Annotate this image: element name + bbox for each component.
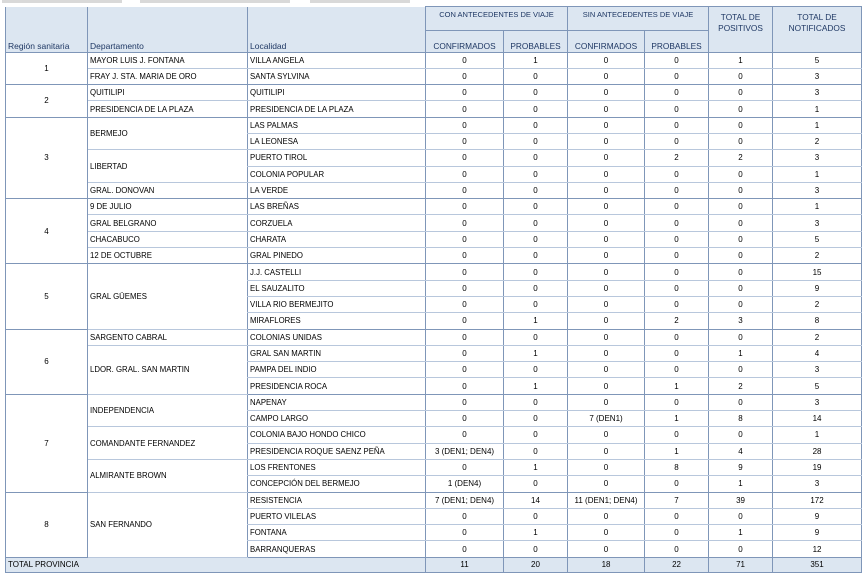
total-notified-cell: 172 [773,492,862,508]
probable-travel-cell: 14 [504,492,568,508]
confirmed-no-travel-cell: 0 [568,166,645,182]
total-positive-cell: 0 [709,215,773,231]
total-positive: 71 [709,557,773,572]
confirmed-travel-cell: 0 [426,411,504,427]
table-row [6,101,862,117]
confirmed-travel-cell: 0 [426,378,504,394]
probable-no-travel-cell: 7 [645,492,709,508]
probable-travel-cell: 1 [504,52,568,68]
confirmed-no-travel-cell: 11 (DEN1; DEN4) [568,492,645,508]
department-cell: 9 DE JULIO [88,199,248,215]
region-cell: 6 [6,329,88,394]
header-with-travel: CON ANTECEDENTES DE VIAJE [426,7,568,31]
locality-cell: MIRAFLORES [248,313,426,329]
probable-no-travel-cell: 8 [645,459,709,475]
total-positive-cell: 9 [709,459,773,475]
total-positive-cell: 0 [709,182,773,198]
locality-cell: CAMPO LARGO [248,411,426,427]
locality-cell: LA LEONESA [248,133,426,149]
probable-travel-cell: 1 [504,345,568,361]
total-positive-cell: 0 [709,166,773,182]
total-notified-cell: 3 [773,85,862,101]
total-positive-cell: 1 [709,345,773,361]
probable-no-travel-cell: 0 [645,85,709,101]
locality-cell: SANTA SYLVINA [248,68,426,84]
header-total-positive: TOTAL DE POSITIVOS [709,7,773,53]
confirmed-no-travel-cell: 0 [568,394,645,410]
confirmed-no-travel-cell: 0 [568,133,645,149]
total-notified-cell: 4 [773,345,862,361]
locality-cell: NAPENAY [248,394,426,410]
probable-no-travel-cell: 1 [645,443,709,459]
department-cell: CHACABUCO [88,231,248,247]
probable-no-travel-cell: 0 [645,182,709,198]
probable-travel-cell: 0 [504,329,568,345]
locality-cell: LAS PALMAS [248,117,426,133]
locality-cell: QUITILIPI [248,85,426,101]
locality-cell: GRAL PINEDO [248,248,426,264]
probable-no-travel-cell: 0 [645,476,709,492]
probable-no-travel-cell: 0 [645,166,709,182]
header-region: Región sanitaria [6,7,88,53]
department-cell: FRAY J. STA. MARIA DE ORO [88,68,248,84]
locality-cell: LAS BREÑAS [248,199,426,215]
total-notified-cell: 9 [773,508,862,524]
probable-travel-cell: 0 [504,508,568,524]
total-positive-cell: 2 [709,150,773,166]
table-row [6,215,862,231]
locality-cell: PAMPA DEL INDIO [248,362,426,378]
total-positive-cell: 0 [709,264,773,280]
total-positive-cell: 0 [709,296,773,312]
header-total-notified: TOTAL DE NOTIFICADOS [773,7,862,53]
confirmed-no-travel-cell: 0 [568,362,645,378]
total-positive-cell: 39 [709,492,773,508]
total-positive-cell: 4 [709,443,773,459]
total-notified-cell: 3 [773,150,862,166]
probable-no-travel-cell: 0 [645,525,709,541]
total-notified-cell: 3 [773,68,862,84]
total-notified-cell: 3 [773,182,862,198]
total-notified-cell: 14 [773,411,862,427]
locality-cell: PRESIDENCIA ROCA [248,378,426,394]
probable-no-travel-cell: 0 [645,199,709,215]
total-notified-cell: 1 [773,101,862,117]
total-positive-cell: 0 [709,280,773,296]
probable-travel-cell: 0 [504,68,568,84]
department-cell: GRAL. DONOVAN [88,182,248,198]
confirmed-travel-cell: 0 [426,117,504,133]
locality-cell: LA VERDE [248,182,426,198]
confirmed-travel-cell: 0 [426,85,504,101]
probable-travel-cell: 0 [504,231,568,247]
department-cell: SARGENTO CABRAL [88,329,248,345]
department-cell: GRAL BELGRANO [88,215,248,231]
probable-no-travel-cell: 2 [645,150,709,166]
table-row [6,492,862,508]
department-cell: GRAL GÜEMES [88,264,248,329]
total-notified-cell: 12 [773,541,862,557]
total-positive-cell: 0 [709,68,773,84]
probable-no-travel-cell: 0 [645,427,709,443]
confirmed-travel-cell: 0 [426,508,504,524]
confirmed-no-travel-cell: 0 [568,459,645,475]
locality-cell: VILLA ANGELA [248,52,426,68]
department-cell: ALMIRANTE BROWN [88,459,248,492]
total-notified-cell: 1 [773,199,862,215]
header-without-travel: SIN ANTECEDENTES DE VIAJE [568,7,709,31]
total-positive-cell: 0 [709,199,773,215]
confirmed-no-travel-cell: 0 [568,296,645,312]
confirmed-no-travel-cell: 0 [568,182,645,198]
probable-travel-cell: 1 [504,525,568,541]
total-probable-no-travel: 22 [645,557,709,572]
department-cell: LIBERTAD [88,150,248,183]
region-cell: 3 [6,117,88,198]
probable-no-travel-cell: 0 [645,68,709,84]
total-notified-cell: 2 [773,329,862,345]
probable-travel-cell: 0 [504,199,568,215]
probable-no-travel-cell: 0 [645,394,709,410]
total-positive-cell: 0 [709,541,773,557]
total-notified-cell: 19 [773,459,862,475]
locality-cell: PUERTO VILELAS [248,508,426,524]
confirmed-no-travel-cell: 0 [568,85,645,101]
confirmed-travel-cell: 0 [426,101,504,117]
probable-no-travel-cell: 0 [645,508,709,524]
total-positive-cell: 0 [709,231,773,247]
locality-cell: FONTANA [248,525,426,541]
confirmed-no-travel-cell: 0 [568,117,645,133]
probable-no-travel-cell: 2 [645,313,709,329]
total-notified: 351 [773,557,862,572]
probable-travel-cell: 0 [504,264,568,280]
table-row [6,199,862,215]
total-notified-cell: 5 [773,378,862,394]
probable-travel-cell: 0 [504,150,568,166]
confirmed-travel-cell: 1 (DEN4) [426,476,504,492]
total-notified-cell: 3 [773,362,862,378]
total-positive-cell: 2 [709,378,773,394]
confirmed-no-travel-cell: 0 [568,150,645,166]
confirmed-no-travel-cell: 0 [568,101,645,117]
total-notified-cell: 3 [773,394,862,410]
department-cell: COMANDANTE FERNANDEZ [88,427,248,460]
total-positive-cell: 1 [709,476,773,492]
probable-travel-cell: 1 [504,459,568,475]
probable-travel-cell: 0 [504,166,568,182]
department-cell: BERMEJO [88,117,248,150]
confirmed-no-travel-cell: 0 [568,231,645,247]
total-confirmed-no-travel: 18 [568,557,645,572]
probable-no-travel-cell: 0 [645,280,709,296]
total-notified-cell: 2 [773,296,862,312]
region-cell: 7 [6,394,88,492]
locality-cell: LOS FRENTONES [248,459,426,475]
total-positive-cell: 0 [709,85,773,101]
confirmed-travel-cell: 0 [426,345,504,361]
probable-travel-cell: 0 [504,541,568,557]
probable-travel-cell: 0 [504,427,568,443]
probable-no-travel-cell: 0 [645,133,709,149]
table-row [6,248,862,264]
probable-no-travel-cell: 0 [645,296,709,312]
locality-cell: RESISTENCIA [248,492,426,508]
confirmed-travel-cell: 0 [426,68,504,84]
total-positive-cell: 0 [709,427,773,443]
confirmed-travel-cell: 0 [426,362,504,378]
probable-no-travel-cell: 0 [645,52,709,68]
header-department: Departamento [88,7,248,53]
department-cell: PRESIDENCIA DE LA PLAZA [88,101,248,117]
probable-travel-cell: 0 [504,443,568,459]
confirmed-no-travel-cell: 0 [568,329,645,345]
total-positive-cell: 0 [709,133,773,149]
header-probable-no-travel: PROBABLES [645,31,709,52]
confirmed-no-travel-cell: 0 [568,476,645,492]
probable-travel-cell: 1 [504,378,568,394]
probable-no-travel-cell: 0 [645,329,709,345]
confirmed-no-travel-cell: 0 [568,264,645,280]
confirmed-travel-cell: 0 [426,313,504,329]
region-cell: 2 [6,85,88,118]
table-row [6,150,862,166]
confirmed-no-travel-cell: 0 [568,345,645,361]
confirmed-no-travel-cell: 0 [568,378,645,394]
header-probable-travel: PROBABLES [504,31,568,52]
probable-no-travel-cell: 0 [645,231,709,247]
probable-no-travel-cell: 0 [645,117,709,133]
total-positive-cell: 3 [709,313,773,329]
probable-no-travel-cell: 0 [645,101,709,117]
probable-no-travel-cell: 1 [645,378,709,394]
confirmed-no-travel-cell: 0 [568,508,645,524]
total-row [6,557,862,572]
probable-no-travel-cell: 0 [645,264,709,280]
department-cell: INDEPENDENCIA [88,394,248,427]
header-confirmed-no-travel: CONFIRMADOS [568,31,645,52]
table-row [6,52,862,68]
confirmed-no-travel-cell: 0 [568,280,645,296]
confirmed-travel-cell: 0 [426,133,504,149]
confirmed-no-travel-cell: 0 [568,215,645,231]
total-positive-cell: 0 [709,248,773,264]
confirmed-travel-cell: 0 [426,264,504,280]
region-cell: 8 [6,492,88,557]
total-notified-cell: 9 [773,525,862,541]
total-notified-cell: 2 [773,248,862,264]
table-row [6,459,862,475]
total-notified-cell: 5 [773,231,862,247]
table-row [6,117,862,133]
department-cell: LDOR. GRAL. SAN MARTIN [88,345,248,394]
probable-travel-cell: 1 [504,313,568,329]
confirmed-no-travel-cell: 0 [568,68,645,84]
locality-cell: COLONIA POPULAR [248,166,426,182]
total-confirmed-travel: 11 [426,557,504,572]
total-notified-cell: 28 [773,443,862,459]
confirmed-travel-cell: 0 [426,394,504,410]
header-locality: Localidad [248,7,426,53]
probable-no-travel-cell: 1 [645,411,709,427]
total-positive-cell: 0 [709,362,773,378]
locality-cell: PRESIDENCIA DE LA PLAZA [248,101,426,117]
table-row [6,394,862,410]
confirmed-travel-cell: 0 [426,541,504,557]
table-row [6,264,862,280]
probable-travel-cell: 0 [504,85,568,101]
locality-cell: EL SAUZALITO [248,280,426,296]
confirmed-travel-cell: 0 [426,52,504,68]
header-confirmed-travel: CONFIRMADOS [426,31,504,52]
total-notified-cell: 3 [773,476,862,492]
probable-no-travel-cell: 0 [645,541,709,557]
total-label: TOTAL PROVINCIA [6,557,426,572]
confirmed-travel-cell: 0 [426,150,504,166]
total-probable-travel: 20 [504,557,568,572]
confirmed-no-travel-cell: 0 [568,313,645,329]
department-cell: MAYOR LUIS J. FONTANA [88,52,248,68]
probable-travel-cell: 0 [504,248,568,264]
probable-travel-cell: 0 [504,362,568,378]
total-positive-cell: 0 [709,117,773,133]
probable-travel-cell: 0 [504,101,568,117]
probable-no-travel-cell: 0 [645,362,709,378]
total-positive-cell: 0 [709,394,773,410]
locality-cell: J.J. CASTELLI [248,264,426,280]
probable-travel-cell: 0 [504,117,568,133]
confirmed-travel-cell: 0 [426,427,504,443]
table-row [6,182,862,198]
covid-cases-table [5,6,862,573]
confirmed-travel-cell: 3 (DEN1; DEN4) [426,443,504,459]
department-cell: QUITILIPI [88,85,248,101]
total-notified-cell: 1 [773,117,862,133]
probable-travel-cell: 0 [504,133,568,149]
confirmed-travel-cell: 0 [426,329,504,345]
confirmed-no-travel-cell: 0 [568,248,645,264]
total-positive-cell: 1 [709,525,773,541]
confirmed-travel-cell: 0 [426,182,504,198]
confirmed-no-travel-cell: 0 [568,52,645,68]
total-positive-cell: 0 [709,101,773,117]
department-cell: SAN FERNANDO [88,492,248,557]
table-body [6,52,862,557]
confirmed-no-travel-cell: 0 [568,541,645,557]
probable-no-travel-cell: 0 [645,345,709,361]
table-row [6,68,862,84]
confirmed-no-travel-cell: 0 [568,427,645,443]
probable-travel-cell: 0 [504,280,568,296]
confirmed-travel-cell: 0 [426,231,504,247]
table-row [6,427,862,443]
probable-travel-cell: 0 [504,215,568,231]
total-notified-cell: 5 [773,52,862,68]
total-notified-cell: 2 [773,133,862,149]
locality-cell: PRESIDENCIA ROQUE SAENZ PEÑA [248,443,426,459]
table-row [6,329,862,345]
locality-cell: BARRANQUERAS [248,541,426,557]
confirmed-travel-cell: 7 (DEN1; DEN4) [426,492,504,508]
region-cell: 5 [6,264,88,329]
total-notified-cell: 15 [773,264,862,280]
locality-cell: PUERTO TIROL [248,150,426,166]
confirmed-travel-cell: 0 [426,248,504,264]
locality-cell: CONCEPCIÓN DEL BERMEJO [248,476,426,492]
confirmed-no-travel-cell: 7 (DEN1) [568,411,645,427]
total-notified-cell: 1 [773,166,862,182]
total-notified-cell: 3 [773,215,862,231]
probable-no-travel-cell: 0 [645,215,709,231]
confirmed-travel-cell: 0 [426,166,504,182]
probable-travel-cell: 0 [504,296,568,312]
confirmed-no-travel-cell: 0 [568,443,645,459]
confirmed-travel-cell: 0 [426,525,504,541]
total-notified-cell: 1 [773,427,862,443]
confirmed-travel-cell: 0 [426,280,504,296]
confirmed-no-travel-cell: 0 [568,199,645,215]
confirmed-travel-cell: 0 [426,296,504,312]
department-cell: 12 DE OCTUBRE [88,248,248,264]
table-row [6,345,862,361]
confirmed-no-travel-cell: 0 [568,525,645,541]
locality-cell: VILLA RIO BERMEJITO [248,296,426,312]
probable-travel-cell: 0 [504,411,568,427]
confirmed-travel-cell: 0 [426,199,504,215]
locality-cell: COLONIA BAJO HONDO CHICO [248,427,426,443]
region-cell: 1 [6,52,88,85]
probable-travel-cell: 0 [504,182,568,198]
locality-cell: CHARATA [248,231,426,247]
confirmed-travel-cell: 0 [426,459,504,475]
locality-cell: GRAL SAN MARTIN [248,345,426,361]
total-positive-cell: 8 [709,411,773,427]
table-row [6,85,862,101]
locality-cell: COLONIAS UNIDAS [248,329,426,345]
probable-no-travel-cell: 0 [645,248,709,264]
total-positive-cell: 0 [709,329,773,345]
total-notified-cell: 8 [773,313,862,329]
total-notified-cell: 9 [773,280,862,296]
total-positive-cell: 1 [709,52,773,68]
confirmed-travel-cell: 0 [426,215,504,231]
table-row [6,231,862,247]
probable-travel-cell: 0 [504,476,568,492]
total-positive-cell: 0 [709,508,773,524]
region-cell: 4 [6,199,88,264]
locality-cell: CORZUELA [248,215,426,231]
probable-travel-cell: 0 [504,394,568,410]
